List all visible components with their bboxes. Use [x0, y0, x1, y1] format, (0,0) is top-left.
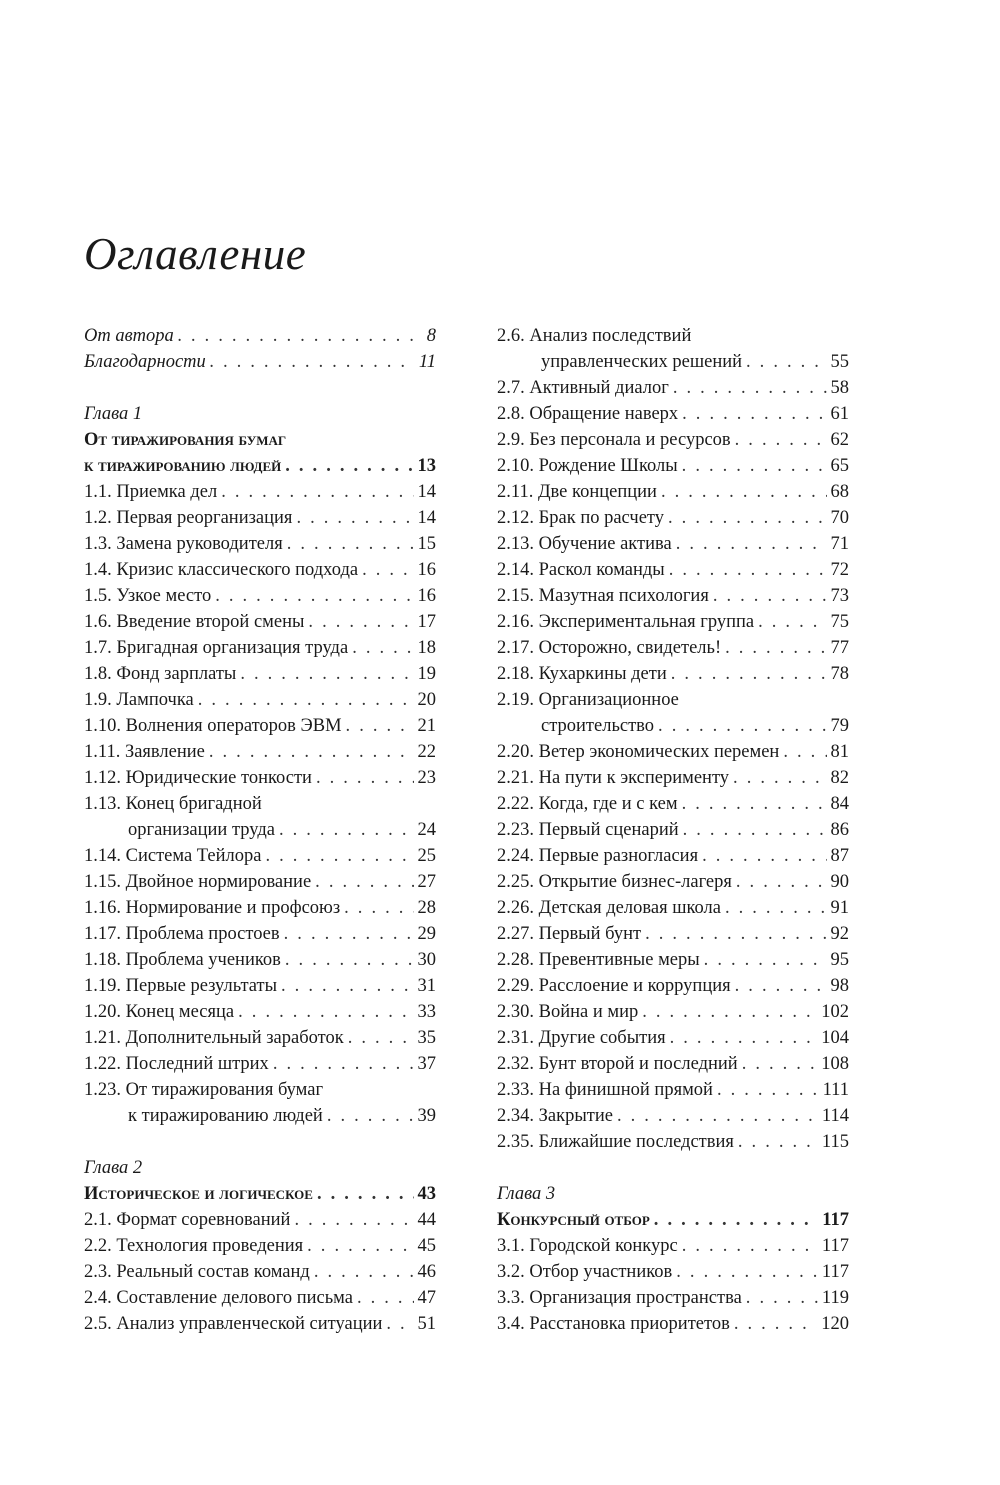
toc-entry[interactable] [497, 947, 849, 973]
leader-dots [344, 895, 413, 921]
toc-entry-page: 58 [830, 378, 849, 398]
toc-entry-label: 1.14. Система Тейлора [84, 846, 262, 866]
toc-entry-page: 117 [821, 1262, 849, 1282]
toc-entry-page: 86 [830, 820, 849, 840]
toc-entry[interactable] [497, 557, 849, 583]
toc-entry-page: 91 [830, 898, 849, 918]
leader-dots [668, 505, 826, 531]
toc-entry-page: 98 [830, 976, 849, 996]
leader-dots [284, 921, 414, 947]
toc-entry-page: 44 [417, 1210, 436, 1230]
toc-entry-label: 2.7. Активный диалог [497, 378, 669, 398]
leader-dots [315, 869, 413, 895]
chapter3-entries [497, 1233, 849, 1337]
toc-entry-line[interactable]: 1.23. От тиражирования бумаг [84, 1080, 324, 1100]
toc-entry-label: 1.20. Конец месяца [84, 1002, 235, 1022]
toc-entry[interactable] [84, 713, 436, 739]
chapter-title-line[interactable]: От тиражирования бумаг [84, 430, 287, 450]
toc-entry-page: 71 [830, 534, 849, 554]
toc-entry-page: 70 [830, 508, 849, 528]
toc-entry-page: 15 [417, 534, 436, 554]
leader-dots [683, 817, 827, 843]
toc-entry[interactable] [84, 895, 436, 921]
toc-entry-label: 2.18. Кухаркины дети [497, 664, 667, 684]
toc-entry-page: 87 [830, 846, 849, 866]
toc-entry-label: 2.25. Открытие бизнес-лагеря [497, 872, 732, 892]
toc-entry[interactable] [497, 505, 849, 531]
toc-entry[interactable] [497, 453, 849, 479]
toc-entry-page: 22 [417, 742, 436, 762]
toc-entry[interactable] [497, 869, 849, 895]
toc-entry-line[interactable]: 1.13. Конец бригадной [84, 794, 262, 814]
toc-entry-label: 1.19. Первые результаты [84, 976, 278, 996]
toc-entry-label: к тиражированию людей [128, 1106, 323, 1126]
toc-entry[interactable] [84, 1259, 436, 1285]
chapter-title-label: Историческое и логическое [84, 1184, 313, 1204]
toc-entry[interactable] [84, 1051, 436, 1077]
toc-entry[interactable] [497, 427, 849, 453]
leader-dots [348, 1025, 414, 1051]
chapter2-entries-continued [497, 375, 849, 687]
toc-entry-label: 1.16. Нормирование и профсоюз [84, 898, 341, 918]
toc-entry-label: 1.18. Проблема учеников [84, 950, 281, 970]
leader-dots [717, 1077, 819, 1103]
leader-dots [362, 557, 413, 583]
toc-entry-page: 77 [830, 638, 849, 658]
leader-dots [746, 1285, 818, 1311]
toc-left-column [84, 323, 436, 1337]
toc-entry-page: 46 [417, 1262, 436, 1282]
chapter-title[interactable] [497, 1207, 849, 1233]
leader-dots [736, 869, 827, 895]
leader-dots [673, 375, 827, 401]
toc-entry-label: 1.7. Бригадная организация труда [84, 638, 349, 658]
leader-dots [670, 1025, 818, 1051]
toc-entry-label: 2.23. Первый сценарий [497, 820, 679, 840]
chapter-title-page: 43 [417, 1184, 436, 1204]
leader-dots [285, 947, 414, 973]
toc-entry-page: 115 [821, 1132, 849, 1152]
toc-entry-label: 2.14. Раскол команды [497, 560, 665, 580]
toc-entry-label: 2.27. Первый бунт [497, 924, 642, 944]
leader-dots [273, 1051, 414, 1077]
toc-entry-label: 2.4. Составление делового письма [84, 1288, 353, 1308]
chapter1-entries-continued [84, 843, 436, 1077]
toc-entry[interactable] [84, 505, 436, 531]
toc-entry-label: управленческих решений [541, 352, 743, 372]
toc-entry[interactable] [497, 479, 849, 505]
toc-entry[interactable] [497, 739, 849, 765]
leader-dots [758, 609, 826, 635]
toc-right-column [497, 323, 849, 1337]
leader-dots [682, 791, 827, 817]
toc-entry-page: 14 [417, 508, 436, 528]
toc-entry-page: 19 [417, 664, 436, 684]
toc-entry-page: 24 [417, 820, 436, 840]
toc-entry-page: 55 [830, 352, 849, 372]
toc-entry-label: 3.4. Расстановка приоритетов [497, 1314, 730, 1334]
toc-entry[interactable] [84, 739, 436, 765]
chapter2-entries-final [497, 739, 849, 1155]
toc-entry-label: 1.3. Замена руководителя [84, 534, 283, 554]
toc-entry-page: 20 [417, 690, 436, 710]
toc-entry[interactable] [84, 1285, 436, 1311]
toc-entry[interactable] [84, 1207, 436, 1233]
leader-dots [316, 765, 414, 791]
leader-dots [317, 1181, 414, 1207]
leader-dots [209, 739, 414, 765]
leader-dots [221, 479, 413, 505]
leader-dots [294, 1207, 413, 1233]
toc-entry-label: 2.3. Реальный состав команд [84, 1262, 310, 1282]
leader-dots [287, 531, 414, 557]
toc-entry-page: 33 [417, 1002, 436, 1022]
toc-entry-label: 2.17. Осторожно, свидетель! [497, 638, 722, 658]
toc-entry-page: 27 [417, 872, 436, 892]
toc-entry-page: 18 [417, 638, 436, 658]
toc-entry[interactable] [497, 375, 849, 401]
toc-entry-label: 2.29. Расслоение и коррупция [497, 976, 731, 996]
toc-entry-page: 114 [821, 1106, 849, 1126]
leader-dots [682, 453, 827, 479]
leader-dots [617, 1103, 818, 1129]
toc-entry[interactable] [497, 973, 849, 999]
chapter-heading: Глава 1 [84, 404, 143, 424]
toc-entry-page: 8 [426, 326, 436, 346]
leader-dots [327, 1103, 414, 1129]
toc-entry-page: 90 [830, 872, 849, 892]
leader-dots [281, 973, 413, 999]
toc-entry[interactable] [84, 973, 436, 999]
chapter-title-label: к тиражированию людей [84, 456, 282, 476]
page-title: Оглавление [84, 229, 307, 279]
toc-entry-page: 28 [417, 898, 436, 918]
leader-dots [658, 713, 826, 739]
toc-entry-page: 11 [418, 352, 436, 372]
toc-entry-page: 21 [417, 716, 436, 736]
toc-entry-label: 1.9. Лампочка [84, 690, 194, 710]
toc-entry-page: 108 [821, 1054, 849, 1074]
leader-dots [198, 687, 414, 713]
chapter-title-page: 117 [822, 1210, 849, 1230]
leader-dots [671, 661, 827, 687]
toc-entry-page: 16 [417, 560, 436, 580]
toc-entry-label: 2.31. Другие события [497, 1028, 666, 1048]
toc-entry[interactable] [497, 1285, 849, 1311]
toc-entry[interactable] [497, 349, 849, 375]
toc-entry[interactable] [84, 531, 436, 557]
toc-entry[interactable] [497, 999, 849, 1025]
toc-entry-page: 30 [417, 950, 436, 970]
toc-entry-label: 2.11. Две концепции [497, 482, 657, 502]
toc-entry-page: 78 [830, 664, 849, 684]
toc-entry-label: 1.10. Волнения операторов ЭВМ [84, 716, 342, 736]
toc-entry-page: 25 [417, 846, 436, 866]
leader-dots [746, 349, 826, 375]
toc-entry-page: 37 [417, 1054, 436, 1074]
leader-dots [676, 531, 827, 557]
toc-entry-page: 23 [417, 768, 436, 788]
toc-entry-page: 79 [830, 716, 849, 736]
toc-entry[interactable] [497, 1259, 849, 1285]
toc-entry-label: 3.3. Организация пространства [497, 1288, 742, 1308]
toc-entry[interactable] [84, 557, 436, 583]
toc-entry[interactable] [84, 583, 436, 609]
toc-entry[interactable] [84, 661, 436, 687]
toc-entry[interactable] [84, 635, 436, 661]
leader-dots [308, 609, 413, 635]
toc-entry-label: 1.2. Первая реорганизация [84, 508, 293, 528]
toc-entry-page: 81 [830, 742, 849, 762]
toc-entry-page: 61 [830, 404, 849, 424]
toc-entry[interactable] [497, 1129, 849, 1155]
leader-dots [357, 1285, 414, 1311]
chapter-heading: Глава 2 [84, 1158, 143, 1178]
toc-entry-page: 72 [830, 560, 849, 580]
leader-dots [654, 1207, 818, 1233]
toc-entry[interactable] [84, 765, 436, 791]
toc-entry-page: 68 [830, 482, 849, 502]
toc-entry-page: 31 [417, 976, 436, 996]
toc-entry[interactable] [497, 583, 849, 609]
toc-entry[interactable] [84, 869, 436, 895]
leader-dots [642, 999, 817, 1025]
leader-dots [735, 973, 827, 999]
toc-entry-label: 2.5. Анализ управленческой ситуации [84, 1314, 383, 1334]
leader-dots [661, 479, 827, 505]
toc-entry-page: 75 [830, 612, 849, 632]
leader-dots [713, 583, 827, 609]
leader-dots [735, 427, 827, 453]
toc-entry-page: 111 [822, 1080, 849, 1100]
toc-entry-label: 2.30. Война и мир [497, 1002, 639, 1022]
toc-entry-label: 1.5. Узкое место [84, 586, 212, 606]
toc-entry-label: 2.8. Обращение наверх [497, 404, 679, 424]
toc-entry[interactable] [84, 921, 436, 947]
toc-entry-label: 1.11. Заявление [84, 742, 205, 762]
leader-dots [733, 765, 826, 791]
toc-entry-label: 2.34. Закрытие [497, 1106, 613, 1126]
toc-entry-label: 3.1. Городской конкурс [497, 1236, 678, 1256]
leader-dots [352, 635, 413, 661]
chapter-title[interactable] [84, 1181, 436, 1207]
toc-entry-label: 2.13. Обучение актива [497, 534, 672, 554]
toc-entry[interactable] [497, 1103, 849, 1129]
leader-dots [178, 323, 423, 349]
toc-entry-label: 1.4. Кризис классического подхода [84, 560, 359, 580]
toc-entry-page: 45 [417, 1236, 436, 1256]
leader-dots [279, 817, 414, 843]
toc-entry[interactable] [497, 1077, 849, 1103]
toc-entry[interactable] [497, 1233, 849, 1259]
leader-dots [215, 583, 413, 609]
toc-entry-page: 117 [821, 1236, 849, 1256]
toc-entry[interactable] [497, 401, 849, 427]
toc-entry-page: 39 [417, 1106, 436, 1126]
chapter-title-page: 13 [417, 456, 436, 476]
toc-entry-label: 2.33. На финишной прямой [497, 1080, 713, 1100]
toc-entry[interactable] [497, 817, 849, 843]
toc-entry-label: 2.15. Мазутная психология [497, 586, 709, 606]
toc-entry[interactable] [497, 791, 849, 817]
toc-entry[interactable] [84, 1233, 436, 1259]
toc-entry-page: 17 [417, 612, 436, 632]
chapter-title-label: Конкурсный отбор [497, 1210, 650, 1230]
toc-entry-label: 2.10. Рождение Школы [497, 456, 678, 476]
leader-dots [725, 635, 826, 661]
leader-dots [702, 843, 826, 869]
toc-entry-page: 14 [417, 482, 436, 502]
chapter1-entries [84, 479, 436, 791]
toc-entry[interactable] [497, 765, 849, 791]
toc-entry-line[interactable]: 2.6. Анализ последствий [497, 326, 692, 346]
toc-entry-label: 2.12. Брак по расчету [497, 508, 665, 528]
toc-entry-page: 104 [821, 1028, 849, 1048]
toc-entry-label: организации труда [128, 820, 275, 840]
toc-entry-label: 2.26. Детская деловая школа [497, 898, 721, 918]
toc-entry-label: 1.1. Приемка дел [84, 482, 218, 502]
toc-entry[interactable] [497, 531, 849, 557]
chapter2-entries [84, 1207, 436, 1337]
toc-entry-label: 1.22. Последний штрих [84, 1054, 269, 1074]
toc-entry[interactable] [84, 323, 436, 349]
toc-entry-label: 2.1. Формат соревнований [84, 1210, 291, 1230]
toc-entry[interactable] [84, 479, 436, 505]
leader-dots [285, 453, 413, 479]
toc-entry[interactable] [497, 921, 849, 947]
toc-entry[interactable] [84, 1025, 436, 1051]
leader-dots [783, 739, 826, 765]
toc-entry-label: 2.35. Ближайшие последствия [497, 1132, 734, 1152]
leader-dots [676, 1259, 818, 1285]
leader-dots [386, 1311, 413, 1337]
leader-dots [738, 1129, 818, 1155]
toc-entry[interactable] [84, 947, 436, 973]
toc-entry-label: строительство [541, 716, 655, 736]
toc-entry[interactable] [497, 635, 849, 661]
toc-entry-label: 1.6. Введение второй смены [84, 612, 305, 632]
leader-dots [346, 713, 414, 739]
toc-entry[interactable] [84, 1103, 436, 1129]
toc-entry[interactable] [84, 1311, 436, 1337]
toc-entry[interactable] [497, 1051, 849, 1077]
toc-entry-label: 2.21. На пути к эксперименту [497, 768, 730, 788]
toc-entry[interactable] [497, 1311, 849, 1337]
toc-entry-page: 92 [830, 924, 849, 944]
chapter-title[interactable] [84, 453, 436, 479]
toc-entry-label: Благодарности [84, 352, 206, 372]
toc-entry[interactable] [84, 843, 436, 869]
toc-entry-label: 1.8. Фонд зарплаты [84, 664, 237, 684]
toc-entry-label: 2.20. Ветер экономических перемен [497, 742, 780, 762]
leader-dots [725, 895, 827, 921]
toc-entry-label: 1.17. Проблема простоев [84, 924, 280, 944]
toc-entry[interactable] [84, 609, 436, 635]
toc-entry[interactable] [497, 713, 849, 739]
toc-entry[interactable] [84, 349, 436, 375]
toc-entry-page: 73 [830, 586, 849, 606]
toc-entry-label: 1.21. Дополнительный заработок [84, 1028, 344, 1048]
toc-entry-page: 16 [417, 586, 436, 606]
toc-entry-page: 120 [821, 1314, 849, 1334]
leader-dots [645, 921, 826, 947]
toc-entry-label: От автора [84, 326, 174, 346]
toc-entry-page: 51 [417, 1314, 436, 1334]
toc-entry-label: 1.15. Двойное нормирование [84, 872, 312, 892]
toc-entry-page: 35 [417, 1028, 436, 1048]
leader-dots [238, 999, 413, 1025]
leader-dots [210, 349, 415, 375]
toc-entry[interactable] [497, 661, 849, 687]
leader-dots [265, 843, 413, 869]
toc-entry-page: 29 [417, 924, 436, 944]
toc-entry-page: 82 [830, 768, 849, 788]
toc-entry[interactable] [84, 817, 436, 843]
leader-dots [734, 1311, 817, 1337]
toc-entry-label: 2.24. Первые разногласия [497, 846, 699, 866]
toc-entry[interactable] [497, 609, 849, 635]
toc-entry-label: 2.16. Экспериментальная группа [497, 612, 755, 632]
leader-dots [240, 661, 413, 687]
leader-dots [682, 401, 826, 427]
leader-dots [742, 1051, 818, 1077]
toc-entry[interactable] [84, 999, 436, 1025]
toc-entry-label: 2.28. Превентивные меры [497, 950, 700, 970]
chapter-heading: Глава 3 [497, 1184, 556, 1204]
toc-entry[interactable] [497, 895, 849, 921]
toc-entry-page: 47 [417, 1288, 436, 1308]
toc-entry-page: 95 [830, 950, 849, 970]
toc-entry-label: 2.22. Когда, где и с кем [497, 794, 678, 814]
toc-entry-line[interactable]: 2.19. Организационное [497, 690, 679, 710]
toc-entry-page: 102 [821, 1002, 849, 1022]
leader-dots [314, 1259, 414, 1285]
toc-entry[interactable] [497, 843, 849, 869]
toc-entry[interactable] [497, 1025, 849, 1051]
toc-entry-label: 2.9. Без персонала и ресурсов [497, 430, 731, 450]
toc-entry-page: 65 [830, 456, 849, 476]
toc-entry-page: 84 [830, 794, 849, 814]
leader-dots [704, 947, 827, 973]
toc-entry-label: 2.32. Бунт второй и последний [497, 1054, 738, 1074]
toc-entry[interactable] [84, 687, 436, 713]
leader-dots [682, 1233, 818, 1259]
toc-entry-page: 62 [830, 430, 849, 450]
toc-entry-label: 1.12. Юридические тонкости [84, 768, 312, 788]
toc-entry-label: 3.2. Отбор участников [497, 1262, 673, 1282]
leader-dots [669, 557, 827, 583]
leader-dots [307, 1233, 413, 1259]
leader-dots [296, 505, 413, 531]
toc-entry-page: 119 [821, 1288, 849, 1308]
toc-entry-label: 2.2. Технология проведения [84, 1236, 304, 1256]
